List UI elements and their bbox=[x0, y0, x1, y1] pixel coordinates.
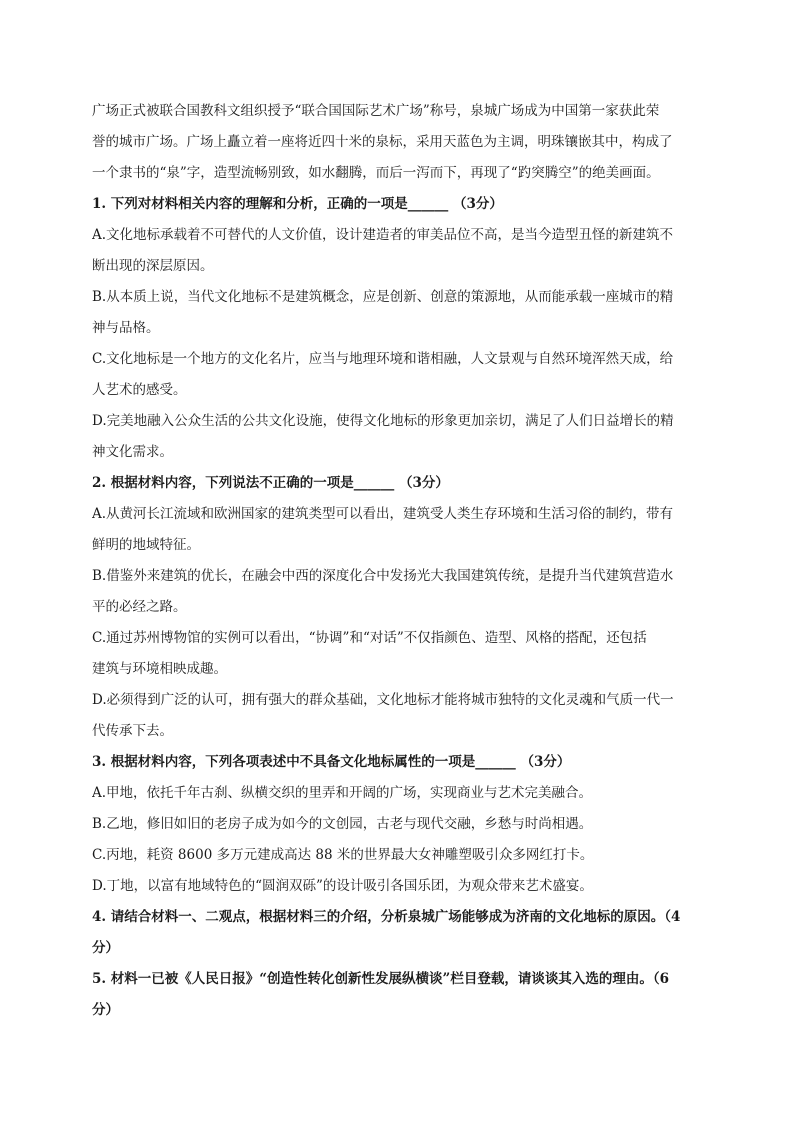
question-1-option-a: 断出现的深层原因。 bbox=[92, 258, 214, 274]
question-2-option-c: C.通过苏州博物馆的实例可以看出，“协调”和“对话”不仅指颜色、造型、风格的搭配，还包括 bbox=[92, 630, 647, 646]
question-1-option-c: C.文化地标是一个地方的文化名片，应当与地理环境和谐相融，人文景观与自然环境浑然天成，给 bbox=[92, 351, 674, 367]
question-5-stem: 分） bbox=[92, 1002, 119, 1018]
question-1-option-a: A.文化地标承载着不可替代的人文价值，设计建造者的审美品位不高，是当今造型丑怪的新建筑不 bbox=[92, 227, 674, 243]
question-3-option-d: D.丁地，以富有地域特色的“圆润双砾”的设计吸引各国乐团，为观众带来艺术盛宴。 bbox=[92, 878, 593, 894]
question-5-stem: 5. 材料一已被《人民日报》“创造性转化创新性发展纵横谈”栏目登载，请谈谈其入选的理由。（6 bbox=[92, 971, 669, 987]
question-1-option-b: 神与品格。 bbox=[92, 320, 160, 336]
question-2-option-b: B.借鉴外来建筑的优长，在融会中西的深度化合中发扬光大我国建筑传统，是提升当代建筑营造水 bbox=[92, 568, 674, 584]
question-4-stem: 4. 请结合材料一、二观点，根据材料三的介绍，分析泉城广场能够成为济南的文化地标的原因。（4 bbox=[92, 909, 681, 925]
question-1-stem: 1. 下列对材料相关内容的理解和分析，正确的一项是______ （3分） bbox=[92, 196, 503, 212]
intro-line: 誉的城市广场。广场上矗立着一座将近四十米的泉标，采用天蓝色为主调，明珠镶嵌其中，构成了 bbox=[92, 134, 673, 150]
question-1-option-d: D.完美地融入公众生活的公共文化设施，使得文化地标的形象更加亲切，满足了人们日益增长的精 bbox=[92, 413, 674, 429]
question-1-option-d: 神文化需求。 bbox=[92, 444, 173, 460]
question-3-option-a: A.甲地，依托千年古刹、纵横交织的里弄和开阔的广场，实现商业与艺术完美融合。 bbox=[92, 785, 593, 801]
intro-line: 广场正式被联合国教科文组织授予“联合国国际艺术广场”称号，泉城广场成为中国第一家获此荣 bbox=[92, 103, 660, 119]
question-1-option-b: B.从本质上说，当代文化地标不是建筑概念，应是创新、创意的策源地，从而能承载一座城市的精 bbox=[92, 289, 674, 305]
question-2-option-c: 建筑与环境相映成趣。 bbox=[92, 661, 227, 677]
question-3-option-c: C.丙地，耗资 8600 多万元建成高达 88 米的世界最大女神雕塑吸引众多网红打卡。 bbox=[92, 847, 594, 863]
question-2-option-b: 平的必经之路。 bbox=[92, 599, 187, 615]
question-2-option-d: 代传承下去。 bbox=[92, 723, 173, 739]
question-2-stem: 2. 根据材料内容，下列说法不正确的一项是______ （3分） bbox=[92, 475, 449, 491]
intro-line: 一个隶书的“泉”字，造型流畅别致，如水翻腾，而后一泻而下，再现了“趵突腾空”的绝美画面。 bbox=[92, 165, 660, 181]
question-3-option-b: B.乙地，修旧如旧的老房子成为如今的文创园，古老与现代交融，乡愁与时尚相遇。 bbox=[92, 816, 593, 832]
question-2-option-a: 鲜明的地域特征。 bbox=[92, 537, 200, 553]
question-2-option-d: D.必须得到广泛的认可，拥有强大的群众基础，文化地标才能将城市独特的文化灵魂和气质一代一 bbox=[92, 692, 674, 708]
question-1-option-c: 人艺术的感受。 bbox=[92, 382, 187, 398]
question-3-stem: 3. 根据材料内容，下列各项表述中不具备文化地标属性的一项是______ （3分） bbox=[92, 754, 571, 770]
question-4-stem: 分） bbox=[92, 940, 119, 956]
question-2-option-a: A.从黄河长江流域和欧洲国家的建筑类型可以看出，建筑受人类生存环境和生活习俗的制约，带有 bbox=[92, 506, 674, 522]
